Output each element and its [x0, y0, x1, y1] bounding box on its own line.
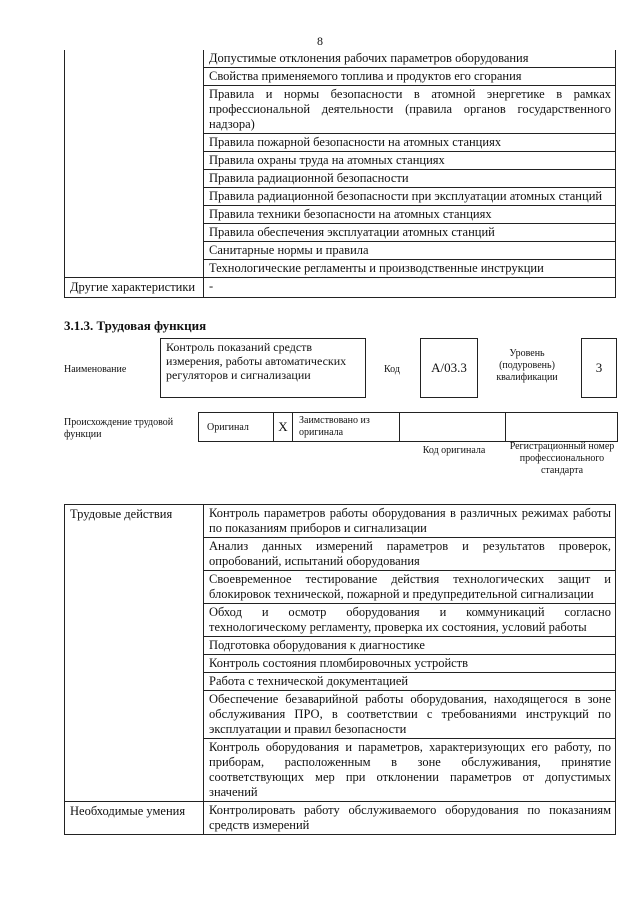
action-item: Своевременное тестирование действия технологических защит и блокировок технической, пожарной и предупредительной сигнализации: [204, 571, 616, 604]
knowledge-item: Правила охраны труда на атомных станциях: [204, 152, 616, 170]
borrowed-label: Заимствовано из оригинала: [299, 415, 370, 438]
code-original-cell: [399, 412, 506, 442]
origin-label: Происхождение трудовой функции: [64, 417, 174, 440]
name-label: Наименование: [64, 364, 127, 375]
knowledge-item: Санитарные нормы и правила: [204, 242, 616, 260]
action-item: Подготовка оборудования к диагностике: [204, 637, 616, 655]
page-number: 8: [317, 34, 323, 48]
code-value-field: А/03.3: [420, 338, 478, 398]
borrowed-cell: [292, 412, 400, 442]
knowledge-item: Правила и нормы безопасности в атомной энергетике в рамках профессиональной деятельности (правила органов государственного надзора): [204, 86, 616, 134]
action-item: Работа с технической документацией: [204, 673, 616, 691]
knowledge-item: Правила техники безопасности на атомных станциях: [204, 206, 616, 224]
origin-row: [198, 412, 618, 442]
reg-number-label: Регистрационный номер профессионального стандарта: [509, 441, 615, 476]
skills-label: Необходимые умения: [65, 802, 204, 835]
work-actions-table: [64, 504, 616, 835]
action-item: Обеспечение безаварийной работы оборудования, находящегося в зоне обслуживания ПРО, в соответствии с требованиями инструкций по эксплуатации и правил безопасности: [204, 691, 616, 739]
action-item: Анализ данных измерений параметров и результатов проверок, опробований, испытаний оборудования: [204, 538, 616, 571]
other-characteristics-value: -: [204, 278, 616, 298]
action-item: Обход и осмотр оборудования и коммуникаций согласно технологическому регламенту, проверка их состояния, условий работы: [204, 604, 616, 637]
knowledge-item: Технологические регламенты и производственные инструкции: [204, 260, 616, 278]
action-item: Контроль параметров работы оборудования в различных режимах работы по показаниям приборов и сигнализации: [204, 505, 616, 538]
knowledge-label-cell: [65, 50, 204, 278]
knowledge-item: Правила радиационной безопасности: [204, 170, 616, 188]
code-original-label: Код оригинала: [422, 445, 486, 456]
knowledge-item: Правила обеспечения эксплуатации атомных станций: [204, 224, 616, 242]
original-label: Оригинал: [207, 422, 249, 433]
original-mark: X: [273, 412, 293, 442]
actions-label: Трудовые действия: [65, 505, 204, 802]
level-value-field: 3: [581, 338, 617, 398]
function-name-field: Контроль показаний средств измерения, работы автоматических регуляторов и сигнализации: [160, 338, 366, 398]
skill-item: Контролировать работу обслуживаемого оборудования по показаниям средств измерений: [204, 802, 616, 835]
original-cell: [198, 412, 274, 442]
knowledge-item: Свойства применяемого топлива и продуктов его сгорания: [204, 68, 616, 86]
knowledge-table: [64, 50, 616, 298]
knowledge-item: Правила радиационной безопасности при эксплуатации атомных станций: [204, 188, 616, 206]
other-characteristics-label: Другие характеристики: [65, 278, 204, 298]
action-item: Контроль оборудования и параметров, характеризующих его работу, по приборам, расположенным в зоне обслуживания, принятие соответствующих мер при отклонении параметров от допустимых значений: [204, 739, 616, 802]
section-title: 3.1.3. Трудовая функция: [64, 318, 207, 333]
knowledge-item: Допустимые отклонения рабочих параметров оборудования: [204, 50, 616, 68]
reg-number-cell: [505, 412, 618, 442]
knowledge-item: Правила пожарной безопасности на атомных станциях: [204, 134, 616, 152]
action-item: Контроль состояния пломбировочных устройств: [204, 655, 616, 673]
level-label: Уровень (подуровень) квалификации: [496, 348, 558, 383]
code-label: Код: [384, 364, 400, 375]
